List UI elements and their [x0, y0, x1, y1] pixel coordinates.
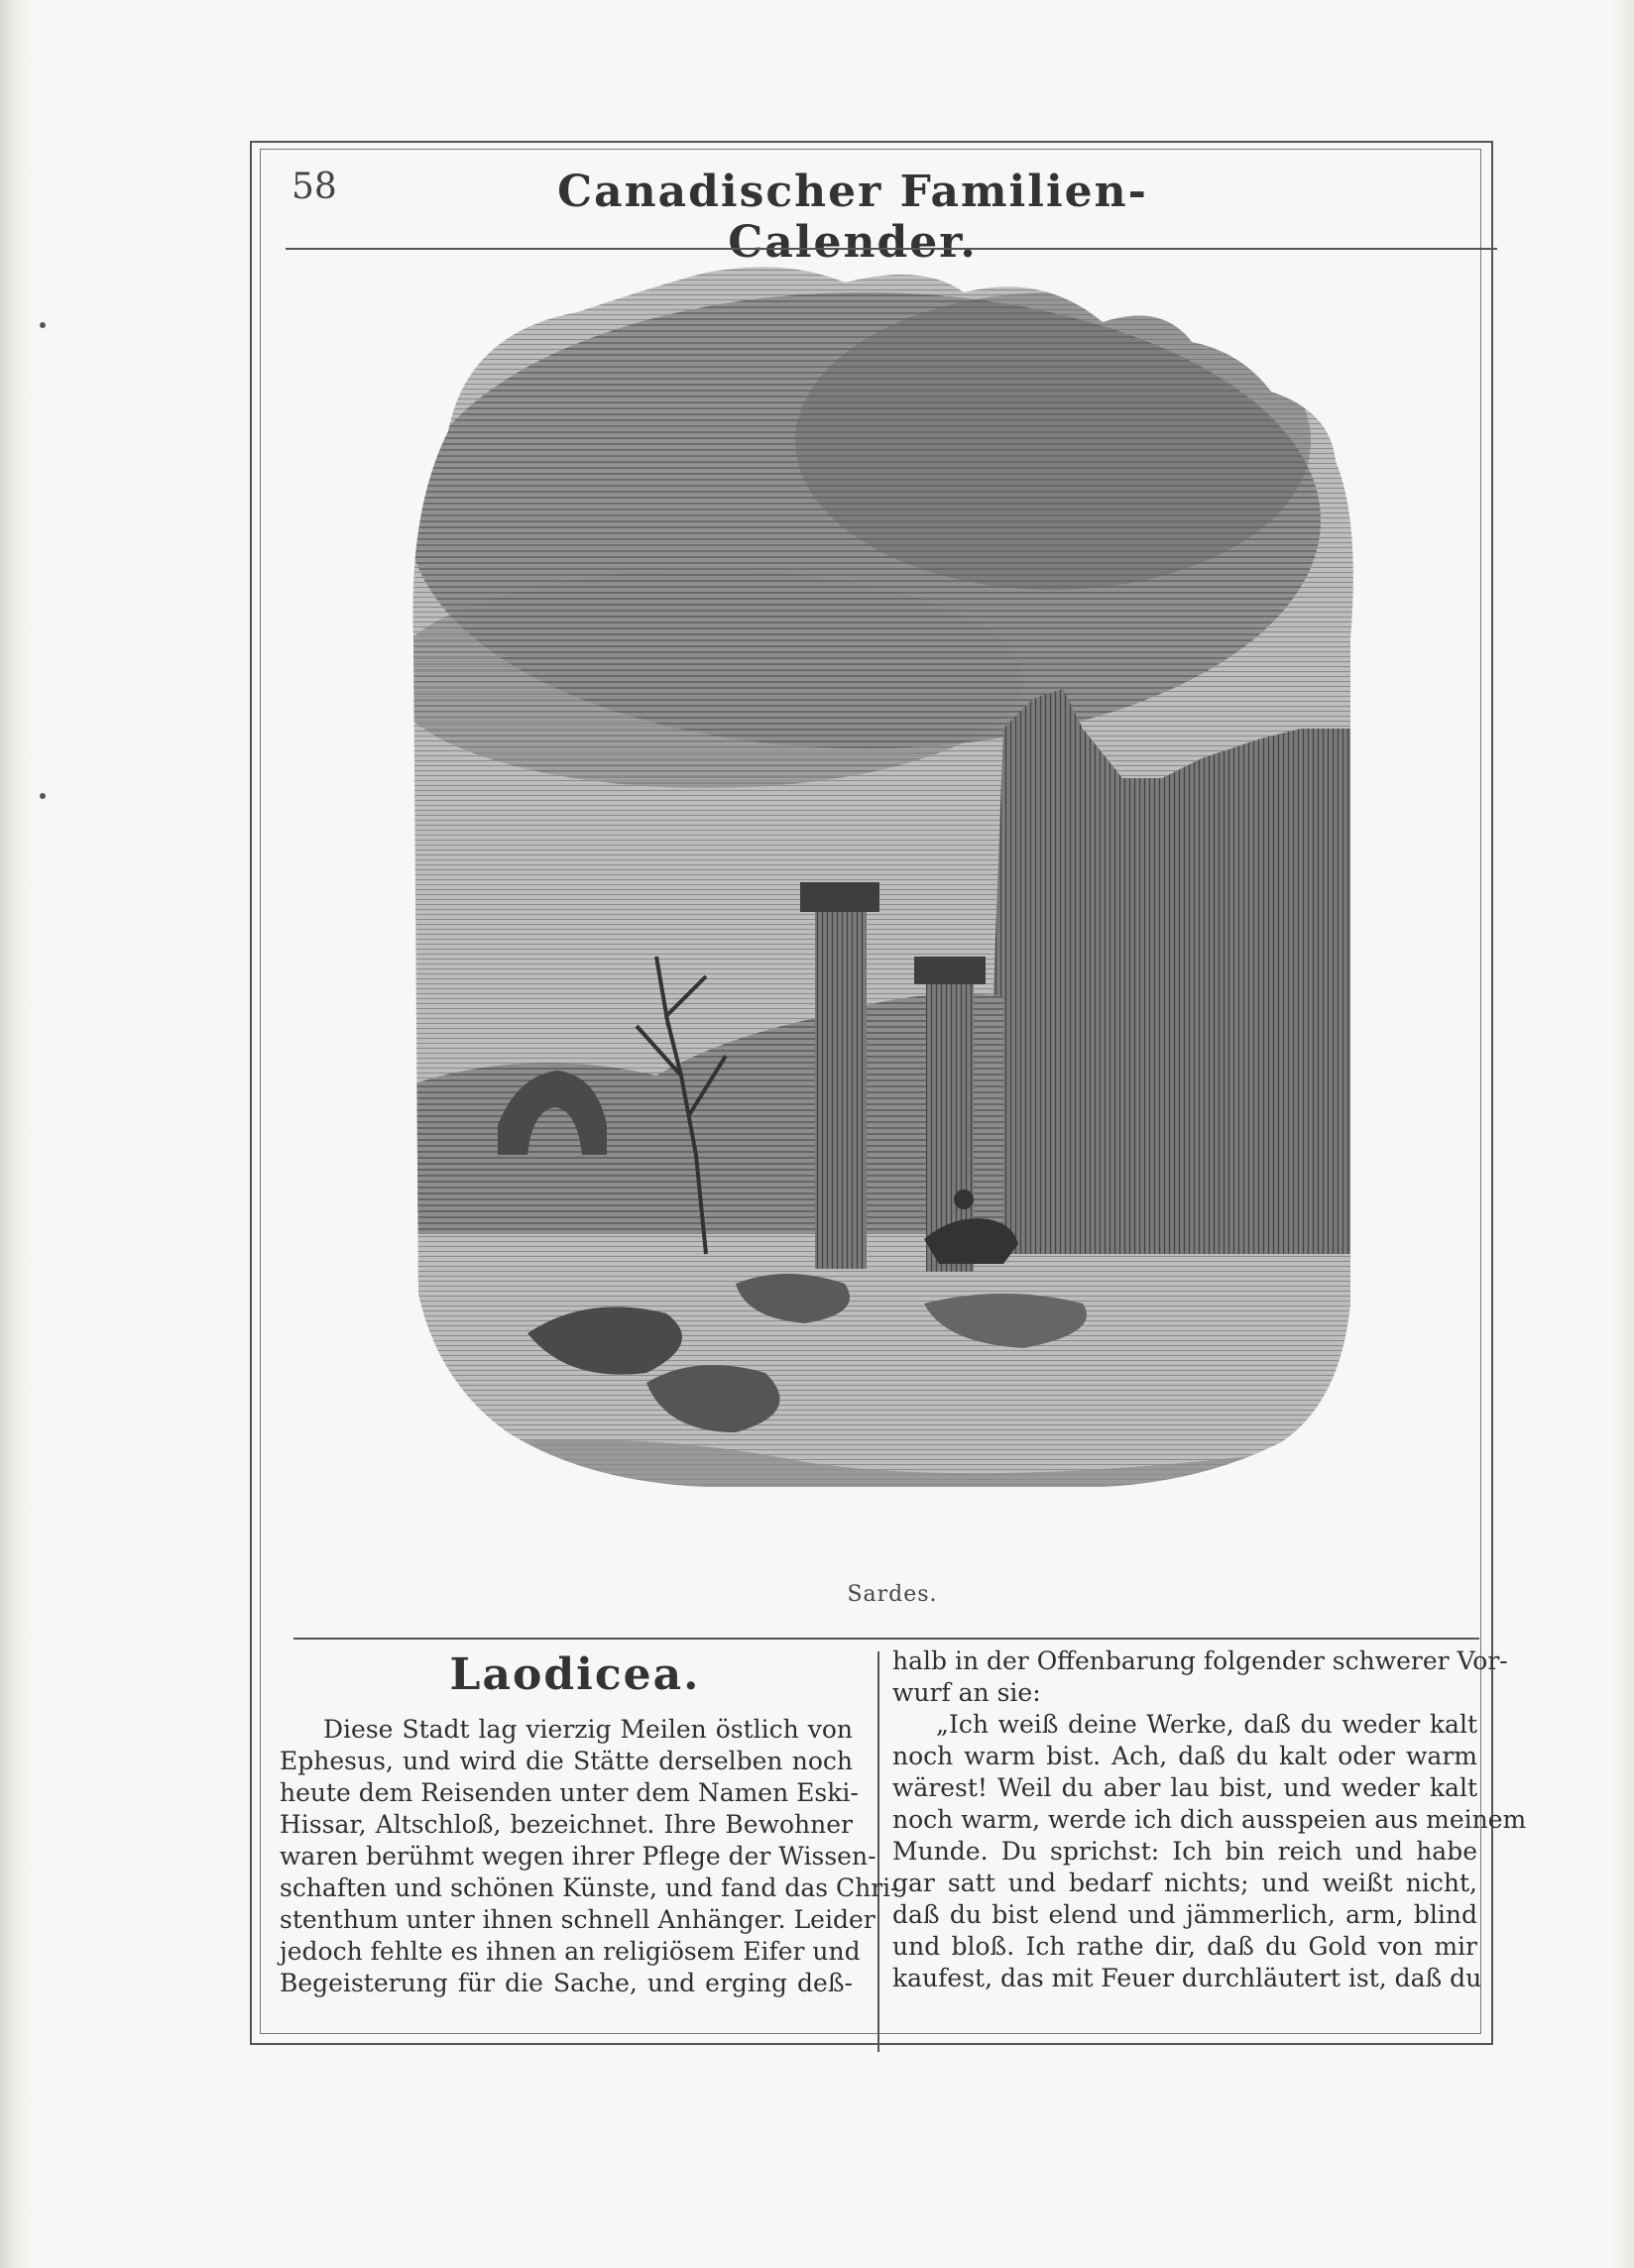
text-line: Ephesus, und wird die Stätte derselben noch	[280, 1747, 853, 1775]
text-line: daß du bist elend und jämmerlich, arm, blind	[892, 1900, 1477, 1929]
text-line: waren berühmt wegen ihrer Pflege der Wissen-	[280, 1842, 876, 1871]
text-line: Begeisterung für die Sache, und erging deß-	[280, 1969, 853, 1997]
text-line: und bloß. Ich rathe dir, daß du Gold von mir	[892, 1932, 1477, 1961]
article-title: Laodicea.	[449, 1649, 701, 1700]
text-line: wärest! Weil du aber lau bist, und weder kalt	[892, 1773, 1477, 1802]
caption-rule	[293, 1638, 1479, 1640]
text-line: schaften und schönen Künste, und fand das Chri-	[280, 1873, 899, 1902]
column-divider	[877, 1651, 879, 2052]
text-line: wurf an sie:	[892, 1678, 1041, 1707]
illustration-sardes	[408, 263, 1376, 1571]
illustration-caption: Sardes.	[847, 1582, 938, 1607]
left-column	[280, 1714, 899, 1999]
text-line: Diese Stadt lag vierzig Meilen östlich von	[323, 1715, 853, 1744]
text-line: Hissar, Altschloß, bezeichnet. Ihre Bewohner	[280, 1810, 853, 1839]
page-number: 58	[292, 167, 337, 207]
text-line: noch warm bist. Ach, daß du kalt oder warm	[892, 1742, 1477, 1770]
text-line: „Ich weiß deine Werke, daß du weder kalt	[936, 1710, 1477, 1739]
text-line: stenthum unter ihnen schnell Anhänger. Leider	[280, 1905, 875, 1934]
engraving-scene	[408, 263, 1376, 1571]
text-line: halb in der Offenbarung folgender schwerer Vor-	[892, 1646, 1508, 1675]
text-line: heute dem Reisenden unter dem Namen Eski-	[280, 1778, 859, 1807]
page-gutter	[0, 0, 40, 2268]
text-line: Munde. Du sprichst: Ich bin reich und habe	[892, 1837, 1477, 1866]
running-title: Canadischer Familien-Calender.	[557, 167, 1148, 268]
edge-mark	[40, 793, 46, 799]
text-line: jedoch fehlte es ihnen an religiösem Eifer und	[280, 1937, 861, 1966]
page-edge	[1612, 0, 1634, 2268]
text-line: kaufest, das mit Feuer durchläutert ist, daß du	[892, 1964, 1482, 1992]
header-rule	[286, 248, 1497, 250]
text-line: gar satt und bedarf nichts; und weißt nicht,	[892, 1869, 1477, 1897]
edge-mark	[40, 322, 46, 328]
right-column	[892, 1645, 1527, 1994]
text-line: noch warm, werde ich dich ausspeien aus meinem	[892, 1805, 1527, 1834]
